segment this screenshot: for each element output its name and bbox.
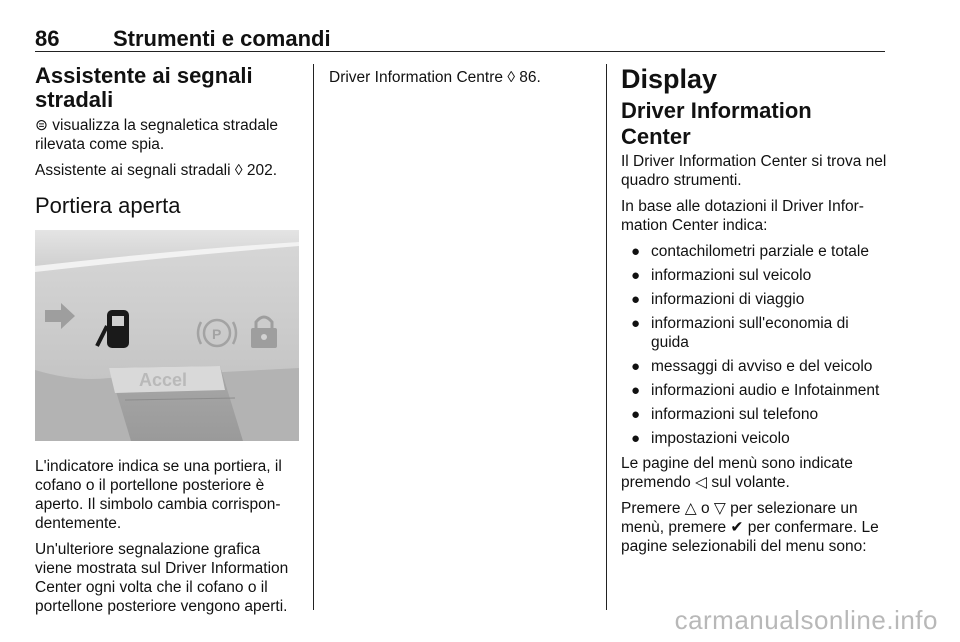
bullet-list xyxy=(621,242,887,448)
page-header xyxy=(35,26,885,52)
heading-driver-information-center: Driver Information Center xyxy=(621,98,812,149)
triangle-down-icon: ▽ xyxy=(713,500,726,517)
triangle-up-icon: △ xyxy=(684,500,697,517)
bullet-icon: ● xyxy=(631,430,641,447)
bullet-icon: ● xyxy=(631,315,641,332)
header-rule xyxy=(35,51,885,52)
instrument-cluster-illustration xyxy=(35,230,299,441)
paragraph-ref-202: Assistente ai segnali stradali ◊ 202. xyxy=(35,162,278,179)
triangle-left-icon: ◁ xyxy=(695,474,708,491)
column-divider xyxy=(313,64,314,610)
column-divider xyxy=(606,64,607,610)
paragraph-menu-pages: Le pagine del menù sono indicate premendo ◁ sul volante. xyxy=(621,455,853,491)
cluster-svg xyxy=(35,230,299,441)
bullet-icon: ● xyxy=(631,291,641,308)
paragraph-dic-location: Il Driver Information Center si trova nel quadro strumenti. xyxy=(621,153,887,189)
page-ref-arrow-icon: ◊ xyxy=(234,162,243,179)
page-ref-arrow-icon: ◊ xyxy=(507,69,515,86)
list-item: ● informazioni audio e Infotainment xyxy=(631,382,880,399)
svg-text:P: P xyxy=(212,326,222,342)
paragraph-segnaletica: ⊜ visualizza la segnaletica stradale rilevata come spia. xyxy=(35,117,279,153)
heading-portiera-aperta: Portiera aperta xyxy=(35,193,181,218)
list-item: ● messaggi di avviso e del veicolo xyxy=(631,358,873,375)
accel-badge-text: Accel xyxy=(139,370,188,390)
bullet-icon: ● xyxy=(631,243,641,260)
list-item: ● contachilometri parziale e totale xyxy=(631,243,869,260)
column-middle xyxy=(329,64,595,94)
bullet-icon: ● xyxy=(631,267,641,284)
paragraph-dic-indica: In base alle dotazioni il Driver Information Center indica: xyxy=(621,198,864,234)
list-item: ● informazioni sul telefono xyxy=(631,406,819,423)
list-item: ● informazioni sul veicolo xyxy=(631,267,812,284)
checkmark-icon: ✔ xyxy=(730,519,744,536)
paragraph-dic-ref: Driver Information Centre ◊ 86. xyxy=(329,69,541,86)
paragraph-indicatore: L'indicatore indica se una portiera, il cofano o il portellone posteriore è aperto. Il simbolo cambia corrispondentemente. xyxy=(35,458,282,532)
list-item: ● impostazioni veicolo xyxy=(631,430,790,447)
list-item: ● informazioni sull'economia di guida xyxy=(631,315,849,351)
paragraph-menu-select: Premere △ o ▽ per selezionare un menù, premere ✔ per confermare. Le pagine selezionabili del menu sono: xyxy=(621,500,879,555)
heading-display: Display xyxy=(621,64,718,94)
bullet-icon: ● xyxy=(631,382,641,399)
bullet-icon: ● xyxy=(631,358,641,375)
bullet-icon: ● xyxy=(631,406,641,423)
section-title: Strumenti e comandi xyxy=(113,26,331,51)
page-number: 86 xyxy=(35,26,60,51)
list-item: ● informazioni di viaggio xyxy=(631,291,805,308)
column-left xyxy=(35,64,301,623)
watermark: carmanualsonline.info xyxy=(674,605,938,635)
paragraph-segnalazione-grafica: Un'ulteriore segnalazione grafica viene mostrata sul Driver Information Center ogni volta che il cofano o il portellone posteriore vengono aperti. xyxy=(35,541,289,615)
heading-assistente-segnali: Assistente ai segnali stradali xyxy=(35,63,253,112)
traffic-sign-icon: ⊜ xyxy=(35,117,48,134)
column-right xyxy=(621,64,887,563)
